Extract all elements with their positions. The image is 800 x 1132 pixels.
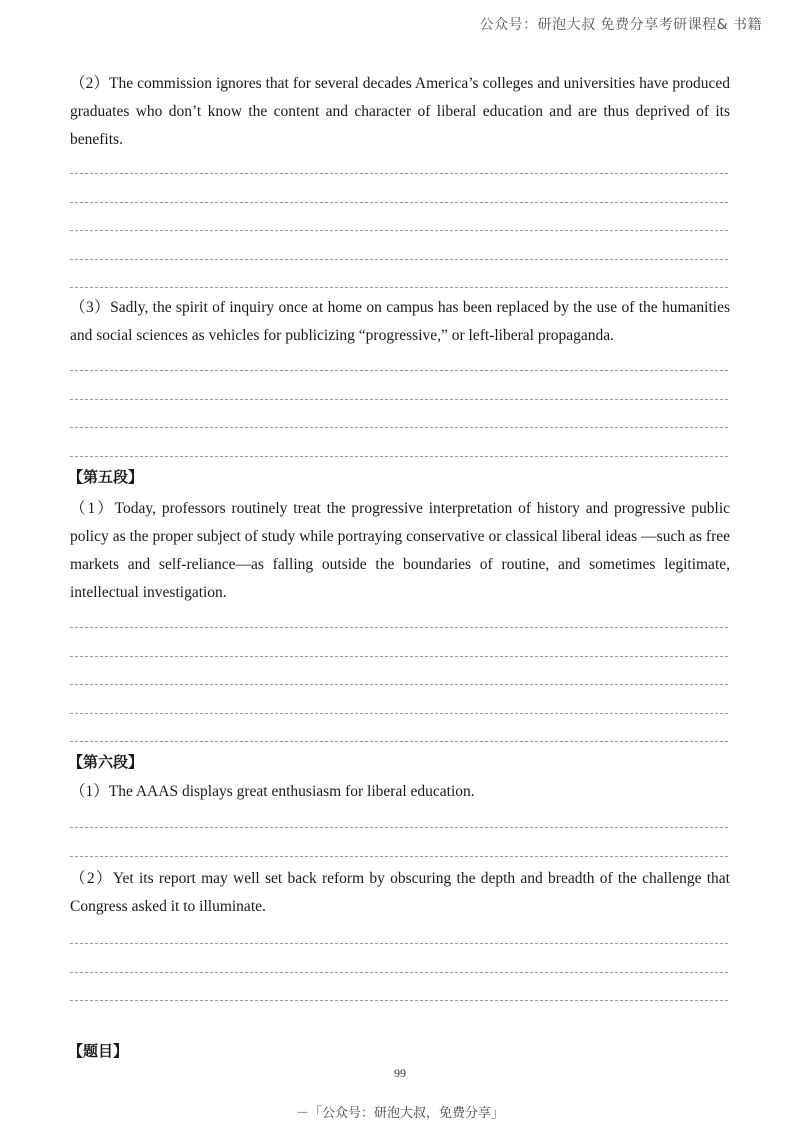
answer-line xyxy=(70,202,728,203)
answer-line xyxy=(70,173,728,174)
answer-line xyxy=(70,427,728,428)
answer-lines xyxy=(70,370,728,484)
paragraph-text: （2）Yet its report may well set back reform by obscuring the depth and breadth of the challenge that Congress asked it to illuminate. xyxy=(70,870,730,915)
answer-line xyxy=(70,230,728,231)
answer-line xyxy=(70,713,728,714)
paragraph-text: （1）Today, professors routinely treat the progressive interpretation of history and progressive public policy as the proper subject of study while portraying conservative or classical liberal ideas —such as free markets and self-reliance—as falling outside the boundaries of routine, and sometimes legitimate, intellectual investigation. xyxy=(70,500,730,601)
answer-line xyxy=(70,741,728,742)
answer-line xyxy=(70,627,728,628)
answer-line xyxy=(70,656,728,657)
paragraph-text: （3）Sadly, the spirit of inquiry once at home on campus has been replaced by the use of the humanities and social sciences as vehicles for publicizing “progressive,” or left-liberal propaganda. xyxy=(70,299,730,344)
answer-line xyxy=(70,370,728,371)
paragraph-text: （2）The commission ignores that for several decades America’s colleges and universities have produced graduates who don’t know the content and character of liberal education and are thus deprived of its benefits. xyxy=(70,75,730,148)
page-number: 99 xyxy=(394,1066,406,1080)
paragraph-text: （1）The AAAS displays great enthusiasm for liberal education. xyxy=(70,783,475,800)
header-watermark: 公众号：研泡大叔 免费分享考研课程& 书籍 xyxy=(479,17,762,33)
answer-line xyxy=(70,943,728,944)
section-title: 【第六段】 xyxy=(68,753,144,771)
answer-line xyxy=(70,684,728,685)
section-title: 【题目】 xyxy=(68,1042,129,1060)
answer-line xyxy=(70,287,728,288)
answer-lines xyxy=(70,627,728,770)
section-title: 【第五段】 xyxy=(68,468,144,486)
answer-line xyxy=(70,259,728,260)
footer-watermark: －「公众号：研泡大叔，免费分享」 xyxy=(295,1106,504,1121)
answer-line xyxy=(70,456,728,457)
answer-lines xyxy=(70,943,728,1029)
answer-line xyxy=(70,856,728,857)
answer-line xyxy=(70,399,728,400)
answer-line xyxy=(70,972,728,973)
answer-line xyxy=(70,1000,728,1001)
answer-line xyxy=(70,827,728,828)
